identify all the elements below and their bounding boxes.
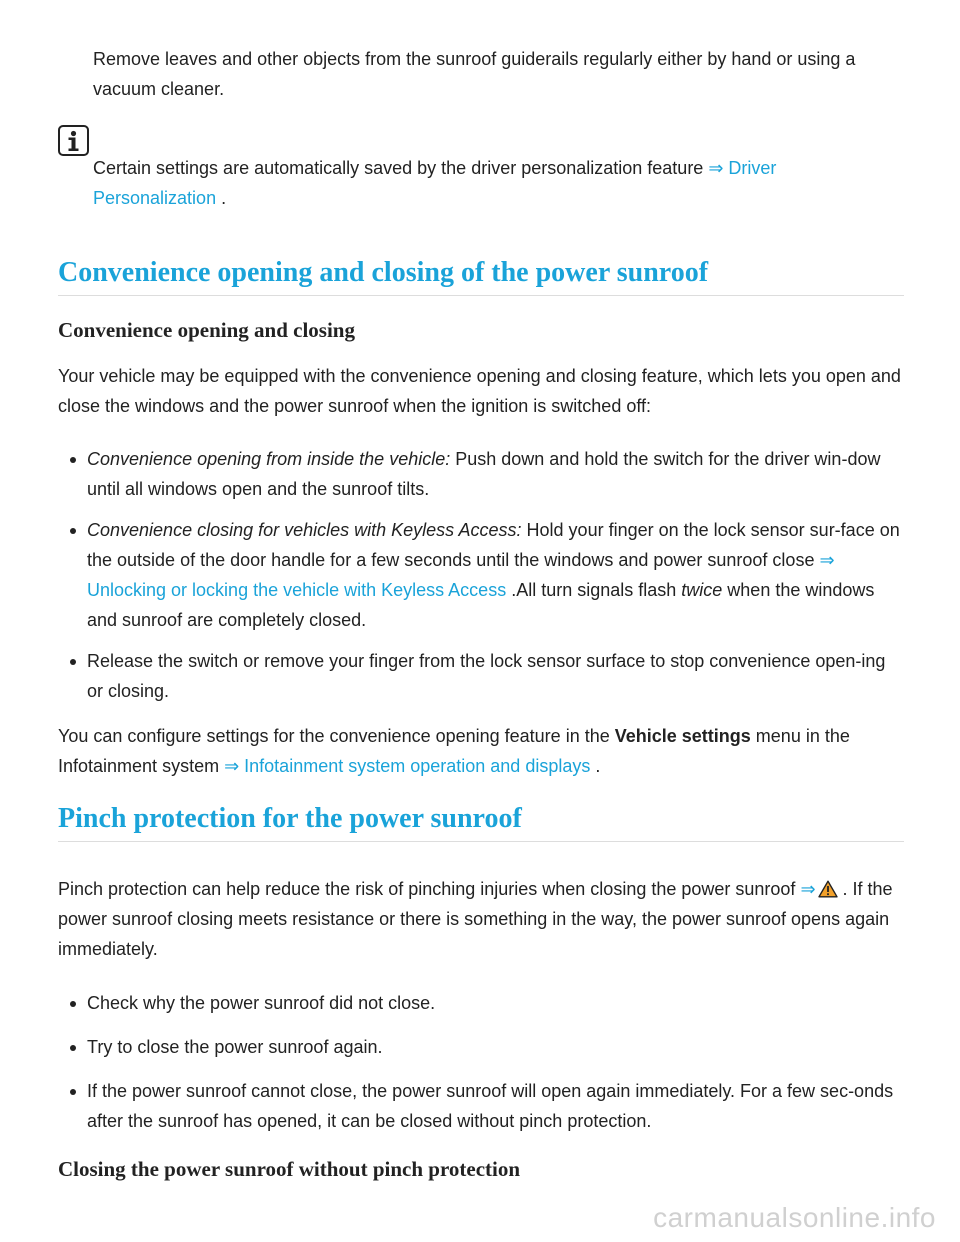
- settings-paragraph: [58, 721, 904, 781]
- pinch-text: Pinch protection can help reduce the risk of pinching injuries when closing the power sunroof: [58, 879, 801, 899]
- vehicle-settings-term: Vehicle settings: [614, 726, 751, 746]
- subheading-without-pinch: Closing the power sunroof without pinch protection: [58, 1157, 521, 1181]
- warning-link[interactable]: [800, 879, 837, 899]
- info-icon: [58, 125, 89, 156]
- warning-triangle-icon: [818, 880, 838, 898]
- note-paragraph: [93, 153, 903, 213]
- warning-link-arrow: ⇒: [800, 879, 816, 899]
- list-item-text: when the windows and sunroof are completely closed.: [87, 580, 875, 630]
- list-item: [58, 515, 904, 635]
- list-item: [58, 646, 904, 706]
- convenience-list: [58, 444, 904, 706]
- intro-paragraph: Remove leaves and other objects from the sunroof guiderails regularly either by hand or using a vacuum cleaner.: [93, 49, 856, 99]
- list-item-text: Release the switch or remove your finger from the lock sensor surface to stop convenience open-ing or closing.: [87, 651, 886, 701]
- convenience-intro: Your vehicle may be equipped with the convenience opening and closing feature, which lets you open and close the windows and the power sunroof when the ignition is switched off:: [58, 366, 901, 416]
- settings-text: You can configure settings for the convenience opening feature in the: [58, 726, 615, 746]
- infotainment-link[interactable]: ⇒ Infotainment system operation and displays: [224, 756, 591, 776]
- driver-personalization-link[interactable]: ⇒ Driver Personalization: [93, 158, 777, 208]
- watermark: carmanualsonline.info: [653, 1202, 936, 1233]
- list-item: [58, 444, 904, 504]
- subheading-convenience: Convenience opening and closing: [58, 318, 355, 342]
- list-item-text: .All turn signals flash: [506, 580, 682, 600]
- keyless-access-link[interactable]: ⇒ Unlocking or locking the vehicle with Keyless Access: [87, 550, 835, 600]
- note-end: .: [216, 188, 227, 208]
- section-heading-pinch: Pinch protection for the power sunroof: [58, 801, 904, 842]
- list-item-text: Push down and hold the switch for the driver win-dow until all windows open and the sunroof tilts.: [87, 449, 881, 499]
- list-item-emphasis: Convenience closing for vehicles with Keyless Access:: [87, 520, 522, 540]
- settings-end: .: [590, 756, 601, 776]
- list-item: If the power sunroof cannot close, the power sunroof will open again immediately. For a few sec-onds after the sunroof has opened, it can be closed without pinch protection.: [58, 1076, 904, 1136]
- pinch-list: [58, 988, 904, 1136]
- list-item-emphasis: twice: [681, 580, 723, 600]
- list-item-text: Hold your finger on the lock sensor sur-face on the outside of the door handle for a few seconds until the windows and power sunroof close: [87, 520, 900, 570]
- note-text: Certain settings are automatically saved by the driver personalization feature: [93, 158, 709, 178]
- list-item: Check why the power sunroof did not close.: [58, 988, 904, 1018]
- settings-text: menu in the Infotainment system: [58, 726, 850, 776]
- pinch-intro: [58, 874, 904, 964]
- pinch-text: . If the power sunroof closing meets resistance or there is something in the way, the power sunroof opens again immediately.: [58, 879, 893, 959]
- list-item-emphasis: Convenience opening from inside the vehicle:: [87, 449, 451, 469]
- list-item: Try to close the power sunroof again.: [58, 1032, 904, 1062]
- section-heading-convenience: Convenience opening and closing of the power sunroof: [58, 255, 904, 296]
